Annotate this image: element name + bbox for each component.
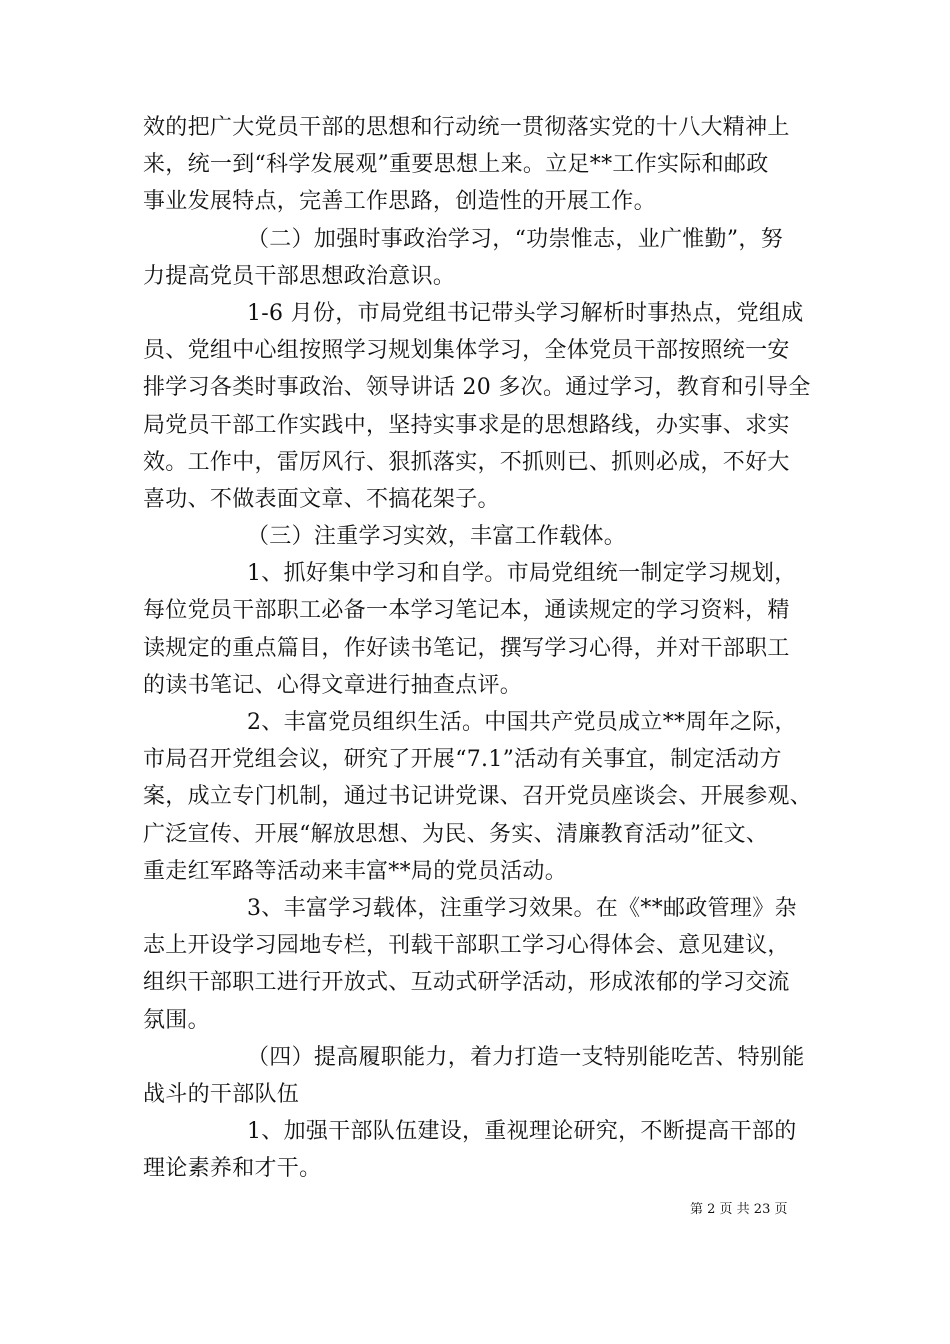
text-line: 市局召开党组会议，研究了开展“7.1”活动有关事宜，制定活动方 [143, 747, 782, 773]
text-line: 排学习各类时事政治、领导讲话 20 多次。通过学习，教育和引导全 [143, 375, 811, 401]
text-line: 事业发展特点，完善工作思路，创造性的开展工作。 [143, 189, 656, 215]
text-line: 重走红军路等活动来丰富**局的党员活动。 [143, 858, 568, 884]
text-line: 每位党员干部职工必备一本学习笔记本，通读规定的学习资料，精 [143, 598, 790, 624]
text-line: 来，统一到“科学发展观”重要思想上来。立足**工作实际和邮政 [143, 152, 769, 178]
text-line: 喜功、不做表面文章、不搞花架子。 [143, 486, 500, 512]
text-line: 读规定的重点篇目，作好读书笔记，撰写学习心得，并对干部职工 [143, 635, 790, 661]
text-line: 组织干部职工进行开放式、互动式研学活动，形成浓郁的学习交流 [143, 970, 790, 996]
paragraph-start-line: 3、丰富学习载体，注重学习效果。在《**邮政管理》杂 [247, 895, 797, 921]
paragraph-start-line: 1-6 月份，市局党组书记带头学习解析时事热点，党组成 [247, 300, 804, 326]
paragraph-start-line: 2、丰富党员组织生活。中国共产党员成立**周年之际， [247, 710, 797, 735]
paragraph-start-line: 1、抓好集中学习和自学。市局党组统一制定学习规划， [247, 561, 797, 587]
section-heading-line: （二）加强时事政治学习，“功崇惟志，业广惟勤”，努 [247, 226, 783, 252]
paragraph-start-line: 1、加强干部队伍建设，重视理论研究，不断提高干部的 [247, 1119, 797, 1145]
text-line: 局党员干部工作实践中，坚持实事求是的思想路线，办实事、求实 [143, 412, 790, 438]
text-line: 广泛宣传、开展“解放思想、为民、务实、清廉教育活动”征文、 [143, 821, 769, 847]
text-line: 案，成立专门机制，通过书记讲党课、召开党员座谈会、开展参观、 [143, 784, 813, 810]
text-line: 的读书笔记、心得文章进行抽查点评。 [143, 672, 523, 698]
section-heading-line: （四）提高履职能力，着力打造一支特别能吃苦、特别能 [247, 1044, 805, 1070]
section-heading-line: （三）注重学习实效，丰富工作载体。 [247, 524, 627, 550]
document-body [143, 109, 813, 1187]
text-line: 效的把广大党员干部的思想和行动统一贯彻落实党的十八大精神上 [143, 115, 790, 140]
text-line: 战斗的干部队伍 [143, 1081, 300, 1107]
text-line: 理论素养和才干。 [143, 1156, 322, 1182]
page-number: 第 2 页 共 23 页 [690, 1202, 788, 1217]
text-line: 力提高党员干部思想政治意识。 [143, 263, 456, 289]
text-line: 志上开设学习园地专栏，刊载干部职工学习心得体会、意见建议， [143, 933, 790, 959]
text-line: 效。工作中，雷厉风行、狠抓落实，不抓则已、抓则必成，不好大 [143, 449, 790, 475]
text-line: 员、党组中心组按照学习规划集体学习，全体党员干部按照统一安 [143, 338, 790, 364]
text-line: 氛围。 [143, 1007, 210, 1033]
